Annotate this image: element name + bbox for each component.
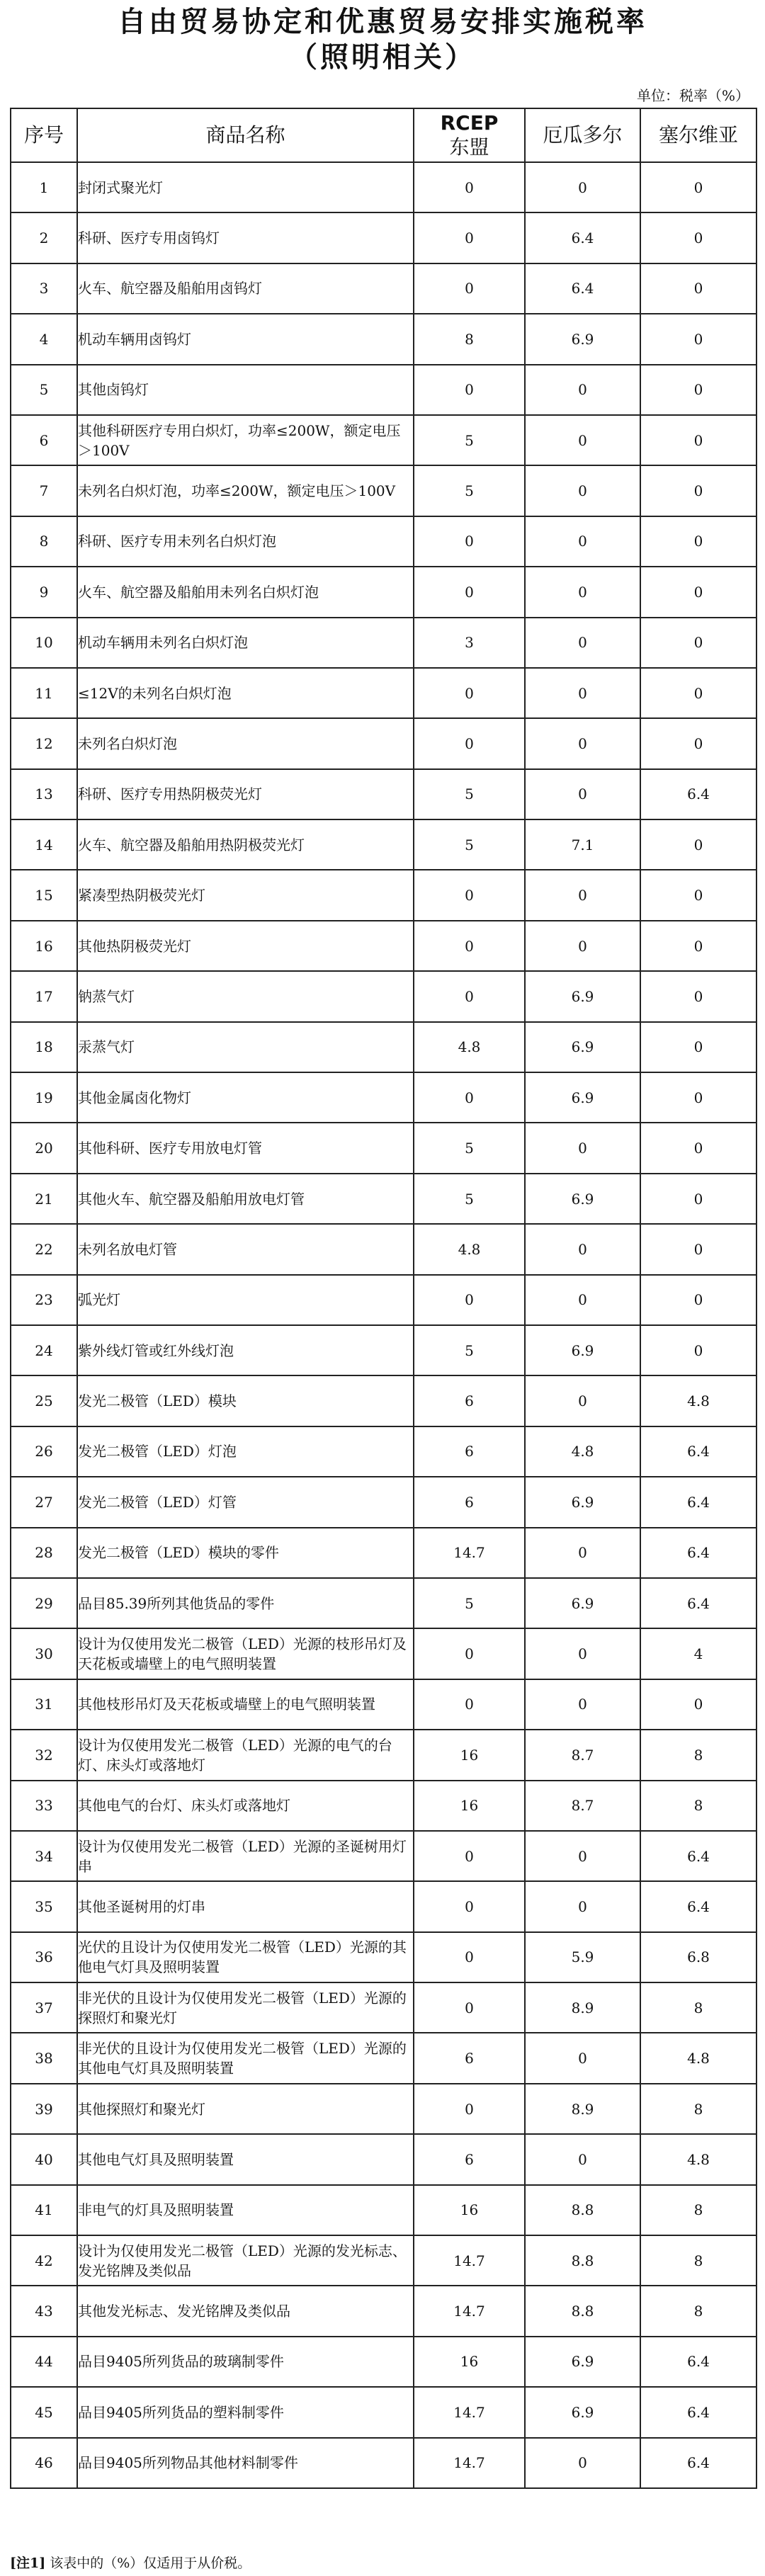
table-row (11, 1123, 756, 1173)
cell-product-name: 品目85.39所列其他货品的零件 (77, 1578, 414, 1628)
cell-rate-serbia: 0 (640, 819, 756, 870)
cell-rate-ecuador: 6.9 (525, 2337, 640, 2387)
cell-rate-ecuador: 0 (525, 2438, 640, 2488)
cell-seq: 33 (11, 1781, 77, 1831)
cell-rate-rcep: 0 (414, 668, 525, 718)
cell-product-name: 发光二极管（LED）灯管 (77, 1477, 414, 1527)
cell-product-name: 其他金属卤化物灯 (77, 1072, 414, 1123)
cell-seq: 17 (11, 971, 77, 1021)
cell-product-name: 钠蒸气灯 (77, 971, 414, 1021)
cell-rate-rcep: 16 (414, 2185, 525, 2235)
cell-product-name: 其他枝形吊灯及天花板或墙壁上的电气照明装置 (77, 1679, 414, 1730)
unit-label: 单位：税率（%） (636, 87, 749, 104)
cell-seq: 23 (11, 1275, 77, 1325)
cell-rate-ecuador: 8.8 (525, 2235, 640, 2286)
cell-rate-rcep: 4.8 (414, 1022, 525, 1072)
cell-product-name: 品目9405所列物品其他材料制零件 (77, 2438, 414, 2488)
cell-product-name: 机动车辆用未列名白炽灯泡 (77, 618, 414, 668)
col-header-rcep-label: RCEP (440, 111, 499, 135)
table-row (11, 870, 756, 920)
cell-product-name: 非光伏的且设计为仅使用发光二极管（LED）光源的其他电气灯具及照明装置 (77, 2033, 414, 2083)
cell-rate-rcep: 5 (414, 1123, 525, 1173)
cell-rate-serbia: 0 (640, 516, 756, 567)
cell-rate-rcep: 14.7 (414, 1528, 525, 1578)
cell-product-name: 其他科研、医疗专用放电灯管 (77, 1123, 414, 1173)
cell-rate-serbia: 6.4 (640, 1578, 756, 1628)
cell-product-name: 设计为仅使用发光二极管（LED）光源的电气的台灯、床头灯或落地灯 (77, 1730, 414, 1780)
cell-rate-serbia: 6.4 (640, 1831, 756, 1881)
cell-rate-serbia: 0 (640, 1174, 756, 1224)
cell-rate-rcep: 5 (414, 465, 525, 516)
cell-product-name: 其他电气的台灯、床头灯或落地灯 (77, 1781, 414, 1831)
table-row (11, 1781, 756, 1831)
cell-rate-rcep: 0 (414, 1275, 525, 1325)
table-row (11, 2235, 756, 2286)
cell-rate-rcep: 16 (414, 1730, 525, 1780)
cell-rate-ecuador: 6.9 (525, 1174, 640, 1224)
cell-rate-rcep: 3 (414, 618, 525, 668)
table-row (11, 1275, 756, 1325)
table-row (11, 921, 756, 971)
cell-rate-rcep: 0 (414, 718, 525, 768)
cell-rate-serbia: 8 (640, 2084, 756, 2134)
table-row (11, 465, 756, 516)
cell-seq: 21 (11, 1174, 77, 1224)
cell-rate-rcep: 14.7 (414, 2235, 525, 2286)
cell-product-name: 其他热阴极荧光灯 (77, 921, 414, 971)
cell-rate-ecuador: 0 (525, 1831, 640, 1881)
table-row (11, 1174, 756, 1224)
cell-seq: 5 (11, 365, 77, 415)
cell-seq: 45 (11, 2387, 77, 2437)
cell-rate-ecuador: 6.9 (525, 314, 640, 364)
cell-rate-ecuador: 0 (525, 1528, 640, 1578)
footnote (10, 2554, 251, 2572)
cell-rate-serbia: 6.4 (640, 2438, 756, 2488)
cell-rate-rcep: 14.7 (414, 2438, 525, 2488)
cell-rate-rcep: 6 (414, 1426, 525, 1477)
cell-rate-serbia: 0 (640, 465, 756, 516)
cell-rate-serbia: 8 (640, 1730, 756, 1780)
cell-rate-ecuador: 6.9 (525, 1477, 640, 1527)
cell-rate-ecuador: 0 (525, 1123, 640, 1173)
cell-seq: 13 (11, 769, 77, 819)
cell-product-name: 火车、航空器及船舶用热阴极荧光灯 (77, 819, 414, 870)
table-row (11, 2438, 756, 2488)
cell-seq: 27 (11, 1477, 77, 1527)
table-row (11, 718, 756, 768)
page-title: 自由贸易协定和优惠贸易安排实施税率 (118, 6, 647, 38)
cell-rate-ecuador: 0 (525, 1628, 640, 1679)
cell-seq: 42 (11, 2235, 77, 2286)
cell-rate-rcep: 0 (414, 1679, 525, 1730)
cell-rate-serbia: 0 (640, 1224, 756, 1274)
cell-rate-serbia: 8 (640, 2185, 756, 2235)
cell-rate-rcep: 0 (414, 2084, 525, 2134)
cell-rate-rcep: 0 (414, 870, 525, 920)
cell-product-name: 科研、医疗专用卤钨灯 (77, 212, 414, 263)
table-row (11, 212, 756, 263)
cell-rate-rcep: 5 (414, 819, 525, 870)
cell-rate-serbia: 8 (640, 2286, 756, 2336)
cell-rate-rcep: 14.7 (414, 2387, 525, 2437)
cell-seq: 12 (11, 718, 77, 768)
cell-product-name: 光伏的且设计为仅使用发光二极管（LED）光源的其他电气灯具及照明装置 (77, 1932, 414, 1982)
cell-rate-rcep: 0 (414, 1932, 525, 1982)
table-row (11, 769, 756, 819)
col-header-rcep (414, 108, 525, 162)
table-row (11, 1224, 756, 1274)
cell-rate-rcep: 0 (414, 921, 525, 971)
table-row (11, 2286, 756, 2336)
cell-seq: 43 (11, 2286, 77, 2336)
cell-seq: 7 (11, 465, 77, 516)
cell-product-name: 其他火车、航空器及船舶用放电灯管 (77, 1174, 414, 1224)
cell-product-name: 科研、医疗专用未列名白炽灯泡 (77, 516, 414, 567)
cell-product-name: 其他圣诞树用的灯串 (77, 1881, 414, 1931)
table-row (11, 2033, 756, 2083)
cell-product-name: 紧凑型热阴极荧光灯 (77, 870, 414, 920)
cell-rate-ecuador: 8.8 (525, 2286, 640, 2336)
cell-product-name: 未列名白炽灯泡 (77, 718, 414, 768)
cell-rate-ecuador: 0 (525, 162, 640, 212)
cell-rate-rcep: 4.8 (414, 1224, 525, 1274)
cell-seq: 3 (11, 263, 77, 314)
cell-rate-serbia: 0 (640, 263, 756, 314)
cell-rate-serbia: 0 (640, 1022, 756, 1072)
cell-product-name: 设计为仅使用发光二极管（LED）光源的枝形吊灯及天花板或墙壁上的电气照明装置 (77, 1628, 414, 1679)
table-row (11, 263, 756, 314)
cell-seq: 37 (11, 1982, 77, 2033)
cell-rate-rcep: 6 (414, 1477, 525, 1527)
cell-rate-ecuador: 6.9 (525, 971, 640, 1021)
cell-seq: 19 (11, 1072, 77, 1123)
cell-rate-rcep: 0 (414, 516, 525, 567)
cell-product-name: 其他探照灯和聚光灯 (77, 2084, 414, 2134)
cell-seq: 34 (11, 1831, 77, 1881)
cell-rate-ecuador: 6.4 (525, 212, 640, 263)
col-header-serbia: 塞尔维亚 (640, 108, 756, 162)
table-row (11, 1982, 756, 2033)
table-row (11, 1325, 756, 1375)
cell-product-name: 科研、医疗专用热阴极荧光灯 (77, 769, 414, 819)
cell-seq: 41 (11, 2185, 77, 2235)
table-row (11, 415, 756, 465)
table-row (11, 2185, 756, 2235)
cell-rate-rcep: 6 (414, 2033, 525, 2083)
cell-seq: 10 (11, 618, 77, 668)
cell-rate-rcep: 5 (414, 415, 525, 465)
cell-seq: 11 (11, 668, 77, 718)
cell-rate-rcep: 0 (414, 1881, 525, 1931)
cell-product-name: 品目9405所列货品的塑料制零件 (77, 2387, 414, 2437)
table-header-row (11, 108, 756, 162)
cell-rate-serbia: 0 (640, 668, 756, 718)
table-row (11, 2134, 756, 2184)
cell-rate-serbia: 8 (640, 2235, 756, 2286)
cell-seq: 35 (11, 1881, 77, 1931)
cell-rate-serbia: 6.4 (640, 1528, 756, 1578)
table-row (11, 1831, 756, 1881)
col-header-seq: 序号 (11, 108, 77, 162)
cell-rate-rcep: 6 (414, 2134, 525, 2184)
cell-rate-rcep: 5 (414, 769, 525, 819)
cell-product-name: 品目9405所列货品的玻璃制零件 (77, 2337, 414, 2387)
cell-seq: 15 (11, 870, 77, 920)
cell-rate-rcep: 0 (414, 971, 525, 1021)
cell-rate-rcep: 0 (414, 1982, 525, 2033)
col-header-name: 商品名称 (77, 108, 414, 162)
cell-product-name: 设计为仅使用发光二极管（LED）光源的发光标志、发光铭牌及类似品 (77, 2235, 414, 2286)
cell-rate-rcep: 0 (414, 365, 525, 415)
cell-product-name: 其他电气灯具及照明装置 (77, 2134, 414, 2184)
cell-seq: 46 (11, 2438, 77, 2488)
cell-rate-serbia: 0 (640, 1325, 756, 1375)
cell-rate-ecuador: 6.9 (525, 1072, 640, 1123)
cell-product-name: 机动车辆用卤钨灯 (77, 314, 414, 364)
table-row (11, 1426, 756, 1477)
cell-rate-ecuador: 0 (525, 2134, 640, 2184)
table-row (11, 162, 756, 212)
cell-product-name: 封闭式聚光灯 (77, 162, 414, 212)
cell-rate-ecuador: 0 (525, 1679, 640, 1730)
cell-rate-serbia: 6.4 (640, 1477, 756, 1527)
cell-product-name: 紫外线灯管或红外线灯泡 (77, 1325, 414, 1375)
table-row (11, 668, 756, 718)
cell-seq: 26 (11, 1426, 77, 1477)
cell-rate-ecuador: 6.9 (525, 1325, 640, 1375)
cell-product-name: 发光二极管（LED）模块 (77, 1375, 414, 1426)
table-row (11, 1881, 756, 1931)
cell-rate-ecuador: 5.9 (525, 1932, 640, 1982)
cell-seq: 14 (11, 819, 77, 870)
cell-rate-serbia: 4 (640, 1628, 756, 1679)
cell-rate-rcep: 16 (414, 2337, 525, 2387)
cell-rate-ecuador: 0 (525, 668, 640, 718)
cell-rate-serbia: 6.4 (640, 1881, 756, 1931)
table-row (11, 1679, 756, 1730)
cell-rate-ecuador: 0 (525, 567, 640, 617)
cell-product-name: 火车、航空器及船舶用卤钨灯 (77, 263, 414, 314)
cell-rate-ecuador: 0 (525, 415, 640, 465)
cell-rate-ecuador: 0 (525, 365, 640, 415)
cell-seq: 22 (11, 1224, 77, 1274)
table-row (11, 971, 756, 1021)
cell-product-name: ≤12V的未列名白炽灯泡 (77, 668, 414, 718)
cell-rate-ecuador: 0 (525, 1375, 640, 1426)
cell-rate-serbia: 6.4 (640, 2387, 756, 2437)
cell-product-name: 非电气的灯具及照明装置 (77, 2185, 414, 2235)
cell-rate-serbia: 0 (640, 212, 756, 263)
cell-rate-serbia: 0 (640, 415, 756, 465)
cell-seq: 38 (11, 2033, 77, 2083)
cell-product-name: 未列名白炽灯泡，功率≤200W，额定电压＞100V (77, 465, 414, 516)
cell-rate-rcep: 5 (414, 1174, 525, 1224)
table-row (11, 516, 756, 567)
cell-seq: 24 (11, 1325, 77, 1375)
cell-rate-ecuador: 0 (525, 516, 640, 567)
cell-rate-ecuador: 0 (525, 2033, 640, 2083)
cell-rate-serbia: 0 (640, 971, 756, 1021)
cell-rate-serbia: 6.4 (640, 1426, 756, 1477)
table-row (11, 365, 756, 415)
cell-rate-ecuador: 8.7 (525, 1781, 640, 1831)
cell-product-name: 未列名放电灯管 (77, 1224, 414, 1274)
table-row (11, 1932, 756, 1982)
cell-rate-rcep: 5 (414, 1325, 525, 1375)
cell-rate-serbia: 6.8 (640, 1932, 756, 1982)
cell-rate-serbia: 0 (640, 870, 756, 920)
cell-rate-ecuador: 0 (525, 1224, 640, 1274)
cell-rate-ecuador: 8.9 (525, 2084, 640, 2134)
cell-seq: 20 (11, 1123, 77, 1173)
table-row (11, 1578, 756, 1628)
cell-rate-serbia: 0 (640, 162, 756, 212)
cell-rate-serbia: 4.8 (640, 1375, 756, 1426)
cell-product-name: 发光二极管（LED）模块的零件 (77, 1528, 414, 1578)
table-row (11, 1375, 756, 1426)
cell-product-name: 发光二极管（LED）灯泡 (77, 1426, 414, 1477)
table-row (11, 1022, 756, 1072)
cell-rate-serbia: 8 (640, 1781, 756, 1831)
cell-product-name: 火车、航空器及船舶用未列名白炽灯泡 (77, 567, 414, 617)
table-body (11, 162, 756, 2488)
cell-rate-ecuador: 0 (525, 618, 640, 668)
tariff-table (10, 108, 757, 2489)
cell-seq: 39 (11, 2084, 77, 2134)
cell-rate-ecuador: 8.9 (525, 1982, 640, 2033)
cell-rate-ecuador: 0 (525, 718, 640, 768)
table-row (11, 819, 756, 870)
cell-rate-rcep: 0 (414, 263, 525, 314)
cell-seq: 2 (11, 212, 77, 263)
cell-seq: 8 (11, 516, 77, 567)
table-row (11, 2084, 756, 2134)
cell-seq: 44 (11, 2337, 77, 2387)
cell-rate-serbia: 0 (640, 314, 756, 364)
cell-seq: 4 (11, 314, 77, 364)
cell-product-name: 弧光灯 (77, 1275, 414, 1325)
cell-product-name: 非光伏的且设计为仅使用发光二极管（LED）光源的探照灯和聚光灯 (77, 1982, 414, 2033)
table-row (11, 567, 756, 617)
cell-rate-serbia: 0 (640, 1072, 756, 1123)
cell-rate-ecuador: 8.7 (525, 1730, 640, 1780)
table-row (11, 314, 756, 364)
cell-rate-rcep: 0 (414, 1072, 525, 1123)
cell-rate-ecuador: 0 (525, 921, 640, 971)
cell-rate-serbia: 0 (640, 718, 756, 768)
cell-product-name: 设计为仅使用发光二极管（LED）光源的圣诞树用灯串 (77, 1831, 414, 1881)
cell-rate-rcep: 5 (414, 1578, 525, 1628)
cell-seq: 18 (11, 1022, 77, 1072)
cell-rate-ecuador: 6.9 (525, 1022, 640, 1072)
cell-rate-ecuador: 8.8 (525, 2185, 640, 2235)
cell-rate-ecuador: 6.9 (525, 1578, 640, 1628)
cell-rate-rcep: 0 (414, 1831, 525, 1881)
footnote-label: [注1] (10, 2555, 46, 2571)
table-row (11, 1477, 756, 1527)
cell-rate-ecuador: 6.4 (525, 263, 640, 314)
cell-seq: 36 (11, 1932, 77, 1982)
cell-rate-serbia: 8 (640, 1982, 756, 2033)
cell-rate-serbia: 0 (640, 1679, 756, 1730)
footnote-text: 该表中的（%）仅适用于从价税。 (45, 2555, 251, 2571)
cell-rate-rcep: 8 (414, 314, 525, 364)
table-row (11, 1072, 756, 1123)
cell-rate-serbia: 0 (640, 1275, 756, 1325)
cell-rate-ecuador: 0 (525, 1881, 640, 1931)
cell-seq: 28 (11, 1528, 77, 1578)
cell-product-name: 汞蒸气灯 (77, 1022, 414, 1072)
cell-seq: 30 (11, 1628, 77, 1679)
cell-rate-ecuador: 0 (525, 769, 640, 819)
cell-rate-rcep: 0 (414, 162, 525, 212)
cell-rate-serbia: 0 (640, 1123, 756, 1173)
cell-rate-serbia: 0 (640, 618, 756, 668)
cell-seq: 25 (11, 1375, 77, 1426)
table-row (11, 1628, 756, 1679)
cell-product-name: 其他卤钨灯 (77, 365, 414, 415)
cell-rate-serbia: 6.4 (640, 769, 756, 819)
cell-seq: 40 (11, 2134, 77, 2184)
table-row (11, 2387, 756, 2437)
cell-rate-serbia: 4.8 (640, 2033, 756, 2083)
cell-rate-ecuador: 0 (525, 870, 640, 920)
cell-rate-ecuador: 0 (525, 1275, 640, 1325)
table-row (11, 618, 756, 668)
cell-seq: 6 (11, 415, 77, 465)
cell-product-name: 其他发光标志、发光铭牌及类似品 (77, 2286, 414, 2336)
col-header-ecuador: 厄瓜多尔 (525, 108, 640, 162)
cell-rate-serbia: 6.4 (640, 2337, 756, 2387)
cell-rate-rcep: 0 (414, 1628, 525, 1679)
table-row (11, 2337, 756, 2387)
cell-rate-serbia: 4.8 (640, 2134, 756, 2184)
cell-rate-serbia: 0 (640, 365, 756, 415)
cell-seq: 32 (11, 1730, 77, 1780)
cell-rate-ecuador: 4.8 (525, 1426, 640, 1477)
cell-rate-rcep: 14.7 (414, 2286, 525, 2336)
cell-seq: 9 (11, 567, 77, 617)
cell-rate-rcep: 0 (414, 567, 525, 617)
cell-rate-rcep: 16 (414, 1781, 525, 1831)
cell-seq: 16 (11, 921, 77, 971)
cell-product-name: 其他科研医疗专用白炽灯，功率≤200W，额定电压＞100V (77, 415, 414, 465)
table-row (11, 1730, 756, 1780)
cell-seq: 31 (11, 1679, 77, 1730)
cell-rate-serbia: 0 (640, 567, 756, 617)
col-header-rcep-sub: 东盟 (449, 135, 489, 159)
cell-seq: 1 (11, 162, 77, 212)
cell-rate-serbia: 0 (640, 921, 756, 971)
cell-seq: 29 (11, 1578, 77, 1628)
cell-rate-ecuador: 6.9 (525, 2387, 640, 2437)
table-row (11, 1528, 756, 1578)
page-subtitle: （照明相关） (289, 41, 476, 74)
cell-rate-rcep: 0 (414, 212, 525, 263)
cell-rate-rcep: 6 (414, 1375, 525, 1426)
cell-rate-ecuador: 7.1 (525, 819, 640, 870)
cell-rate-ecuador: 0 (525, 465, 640, 516)
